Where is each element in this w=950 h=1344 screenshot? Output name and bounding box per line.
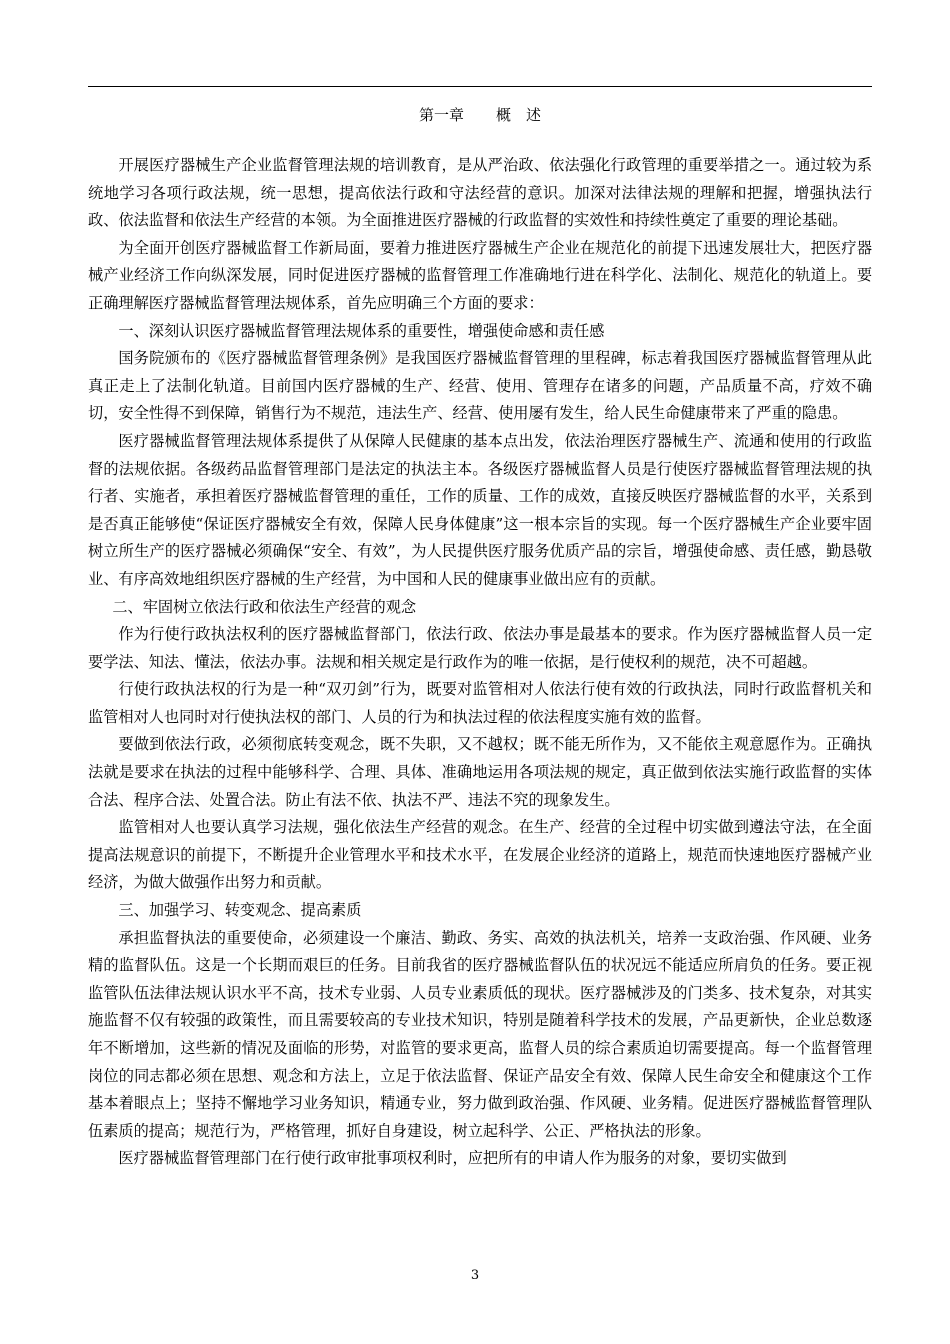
paragraph: 开展医疗器械生产企业监督管理法规的培训教育，是从严治政、依法强化行政管理的重要举措之一。通过较为系统地学习各项行政法规，统一思想，提高依法行政和守法经营的意识。加深对法律法规的理解和把握，增强执法行政、依法监督和依法生产经营的本领。为全面推进医疗器械的行政监督的实效性和持续性奠定了重要的理论基础。 [88,156,872,230]
paragraph: 医疗器械监督管理法规体系提供了从保障人民健康的基本点出发，依法治理医疗器械生产、流通和使用的行政监督的法规依据。各级药品监督管理部门是法定的执法主本。各级医疗器械监督人员是行使医疗器械监督管理法规的执行者、实施者，承担着医疗器械监督管理的重任，工作的质量、工作的成效，直接反映医疗器械监督的水平，关系到是否真正能够使“保证医疗器械安全有效，保障人民身体健康”这一根本宗旨的实现。每一个医疗器械生产企业要牢固树立所生产的医疗器械必须确保“安全、有效”，为人民提供医疗服务优质产品的宗旨，增强使命感、责任感，勤恳敬业、有序高效地组织医疗器械的生产经营，为中国和人民的健康事业做出应有的贡献。 [88,431,872,588]
paragraph: 作为行使行政执法权利的医疗器械监督部门，依法行政、依法办事是最基本的要求。作为医疗器械监督人员一定要学法、知法、懂法，依法办事。法规和相关规定是行政作为的唯一依据，是行使权利的规范，决不可超越。 [88,625,872,671]
section-heading: 一、深刻认识医疗器械监督管理法规体系的重要性，增强使命感和责任感 [118,321,605,340]
paragraph: 为全面开创医疗器械监督工作新局面，要着力推进医疗器械生产企业在规范化的前提下迅速发展壮大，把医疗器械产业经济工作向纵深发展，同时促进医疗器械的监督管理工作准确地行进在科学化、法制化、规范化的轨道上。要正确理解医疗器械监督管理法规体系，首先应明确三个方面的要求： [88,238,872,312]
paragraph: 监管相对人也要认真学习法规，强化依法生产经营的观念。在生产、经营的全过程中切实做到遵法守法，在全面提高法规意识的前提下，不断提升企业管理水平和技术水平，在发展企业经济的道路上，规范而快速地医疗器械产业经济，为做大做强作出努力和贡献。 [88,818,872,892]
section-heading: 三、加强学习、转变观念、提高素质 [118,901,362,920]
chapter-number: 第一章 [418,106,464,124]
chapter-title [88,104,872,126]
paragraph: 医疗器械监督管理部门在行使行政审批事项权利时，应把所有的申请人作为服务的对象，要切实做到 [118,1149,787,1168]
body-text [88,152,872,1173]
header-rule [88,86,872,87]
paragraph: 要做到依法行政，必须彻底转变观念，既不失职，又不越权；既不能无所作为，又不能依主观意愿作为。正确执法就是要求在执法的过程中能够科学、合理、具体、准确地运用各项法规的规定，真正做到依法实施行政监督的实体合法、程序合法、处置合法。防止有法不依、执法不严、违法不究的现象发生。 [88,735,872,809]
page-number: 3 [470,1268,480,1283]
section-heading: 二、牢固树立依法行政和依法生产经营的观念 [112,597,417,616]
chapter-heading: 概 述 [496,106,542,124]
paragraph: 承担监督执法的重要使命，必须建设一个廉洁、勤政、务实、高效的执法机关，培养一支政治强、作风硬、业务精的监督队伍。这是一个长期而艰巨的任务。目前我省的医疗器械监督队伍的状况远不能适应所肩负的任务。要正视监管队伍法律法规认识水平不高，技术专业弱、人员专业素质低的现状。医疗器械涉及的门类多、技术复杂，对其实施监督不仅有较强的政策性，而且需要较高的专业技术知识，特别是随着科学技术的发展，产品更新快，企业总数逐年不断增加，这些新的情况及面临的形势，对监管的要求更高，监督人员的综合素质迫切需要提高。每一个监督管理岗位的同志都必须在思想、观念和方法上，立足于依法监督、保证产品安全有效、保障人民生命安全和健康这个工作基本着眼点上；坚持不懈地学习业务知识，精通专业，努力做到政治强、作风硬、业务精。促进医疗器械监督管理队伍素质的提高；规范行为，严格管理，抓好自身建设，树立起科学、公正、严格执法的形象。 [88,928,872,1140]
paragraph: 国务院颁布的《医疗器械监督管理条例》是我国医疗器械监督管理的里程碑，标志着我国医疗器械监督管理从此真正走上了法制化轨道。目前国内医疗器械的生产、经营、使用、管理存在诸多的问题，产品质量不高，疗效不确切，安全性得不到保障，销售行为不规范，违法生产、经营、使用屡有发生，给人民生命健康带来了严重的隐患。 [88,349,872,423]
paragraph: 行使行政执法权的行为是一种“双刃剑”行为，既要对监管相对人依法行使有效的行政执法，同时行政监督机关和监管相对人也同时对行使执法权的部门、人员的行为和执法过程的依法程度实施有效的监督。 [88,680,872,726]
